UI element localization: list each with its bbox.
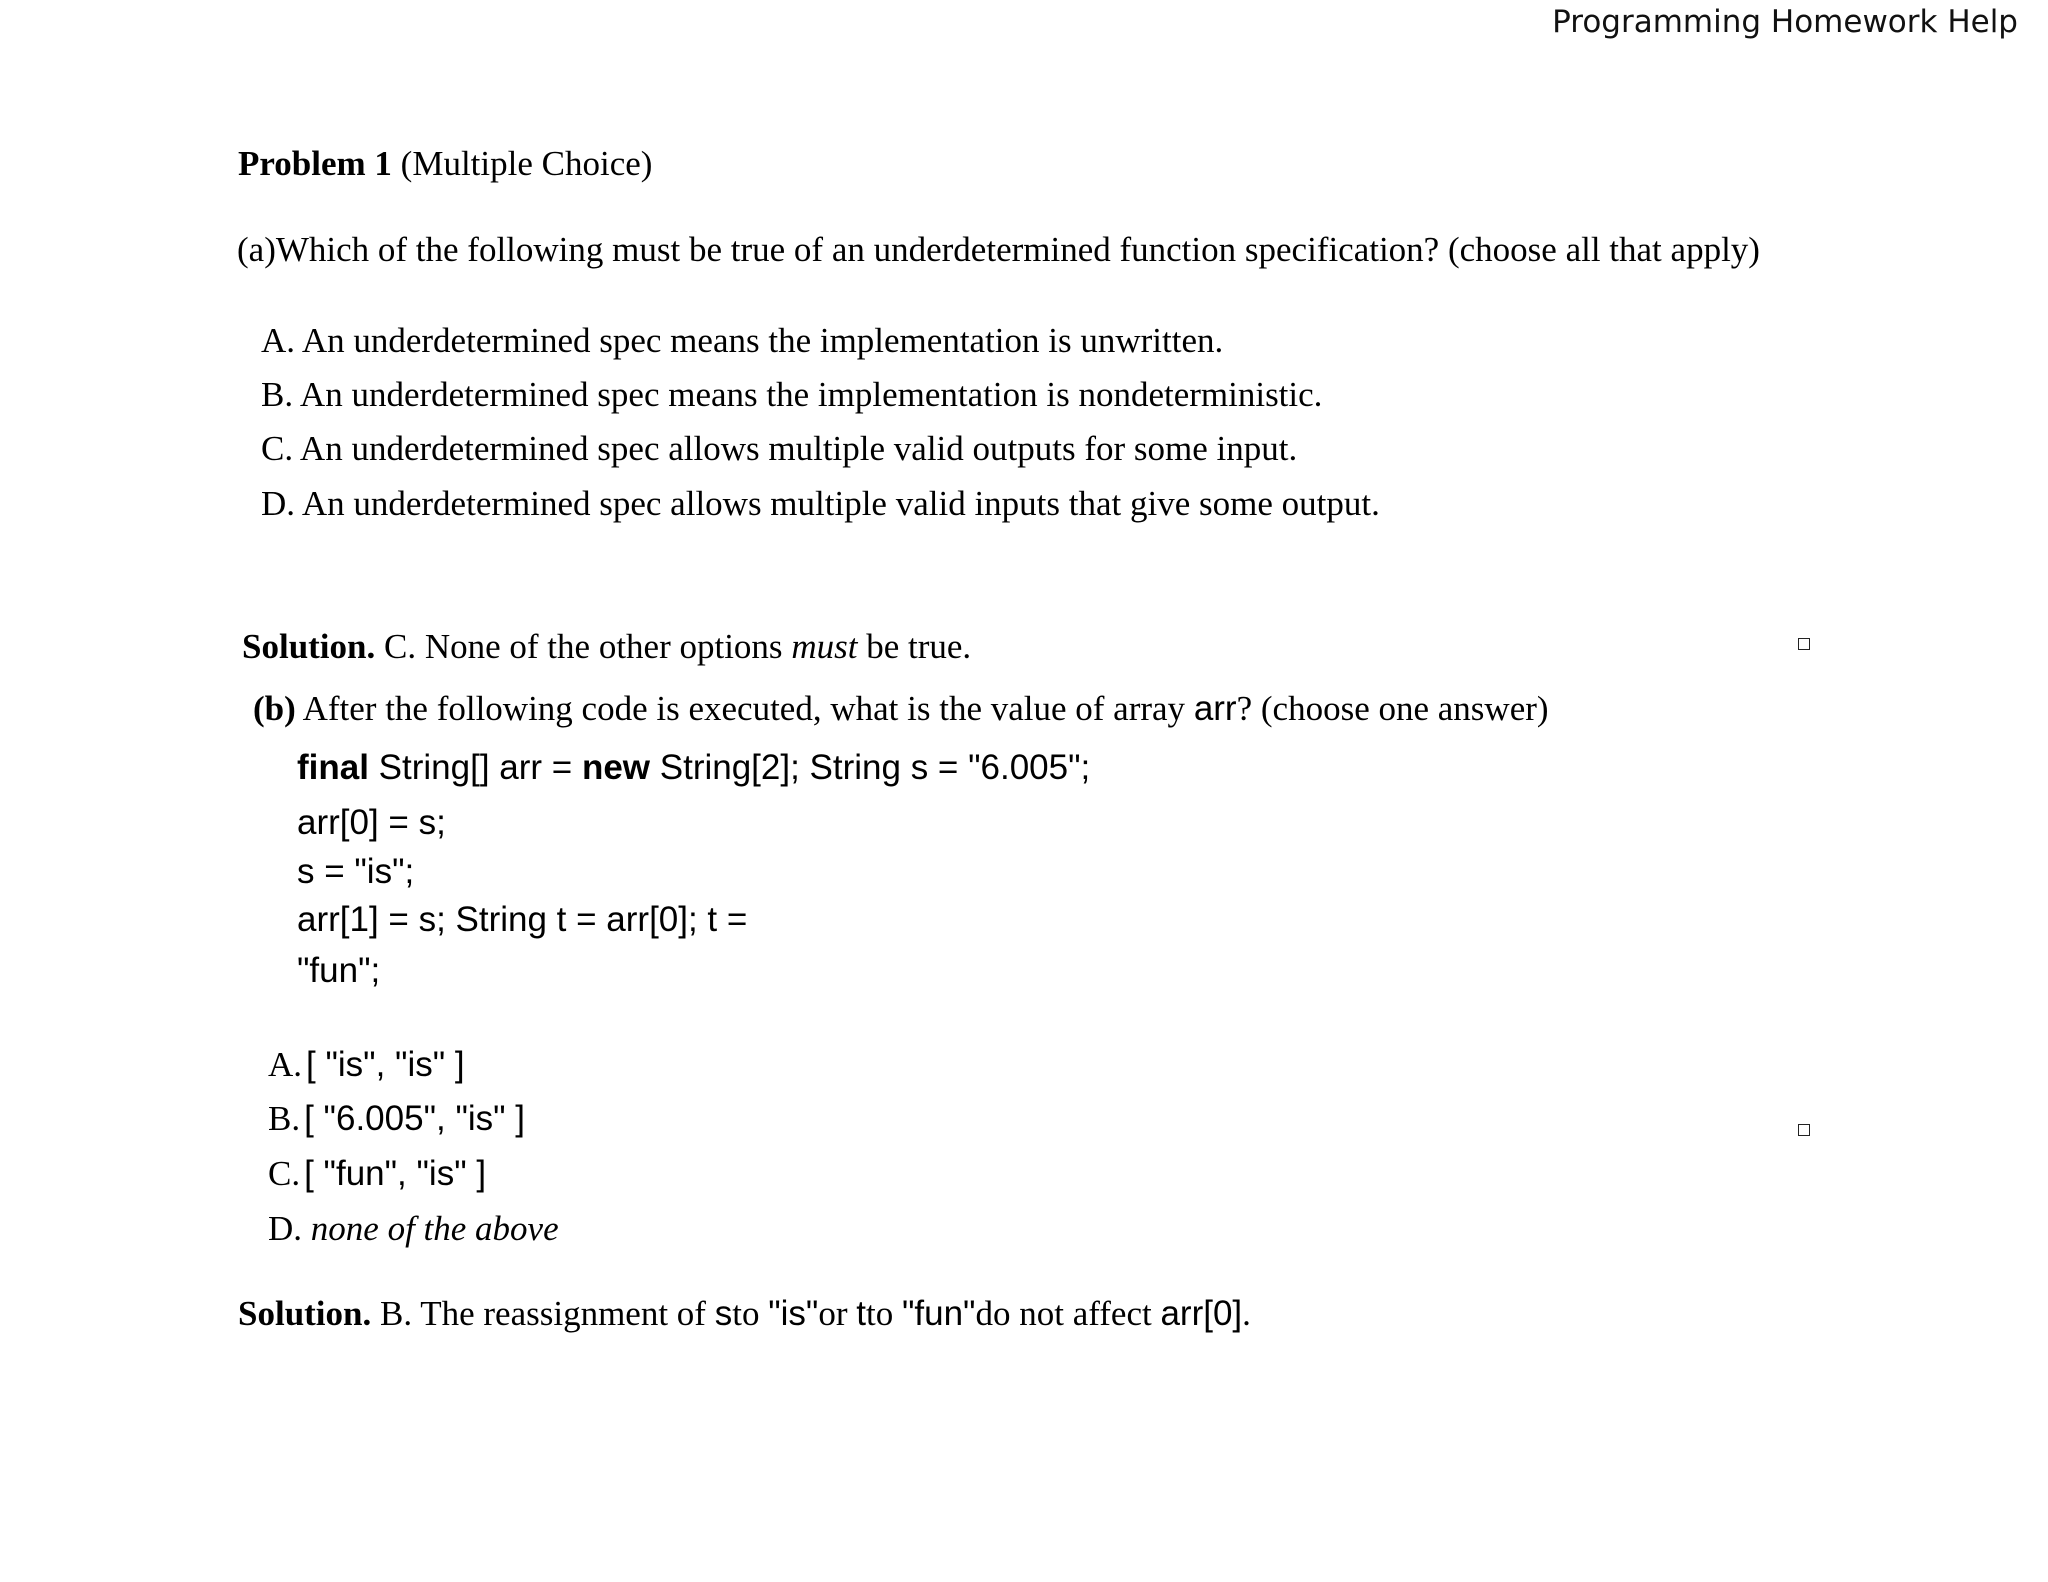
- solution-text: do not affect: [975, 1294, 1161, 1333]
- problem-number: Problem 1: [238, 144, 392, 183]
- solution-code: s: [714, 1294, 733, 1333]
- solution-text: to: [865, 1294, 902, 1333]
- problem-heading: [238, 144, 652, 184]
- option-value: [ "fun", "is" ]: [304, 1154, 487, 1193]
- code-line-2: arr[0] = s;: [297, 803, 446, 842]
- option-value: [ "is", "is" ]: [306, 1045, 465, 1084]
- code-line-3: s = "is";: [297, 852, 415, 891]
- part-b-option-d: [268, 1209, 559, 1249]
- part-b-option-c: [268, 1154, 486, 1194]
- option-letter: B.: [268, 1099, 301, 1138]
- solution-emphasis: must: [791, 627, 858, 666]
- solution-text: or: [818, 1294, 857, 1333]
- part-b-question: [253, 689, 1549, 729]
- part-b-solution: [238, 1294, 1251, 1334]
- solution-text: C. None of the other options: [375, 627, 792, 666]
- solution-text-end: be true.: [857, 627, 972, 666]
- solution-text: .: [1242, 1294, 1251, 1333]
- part-a-question: (a)Which of the following must be true of an underdetermined function specification? (choose all that apply): [237, 230, 1760, 269]
- option-letter: D.: [268, 1209, 303, 1248]
- checkbox-icon: [1798, 1124, 1810, 1136]
- checkbox-icon: [1798, 638, 1810, 650]
- part-b-question-text: After the following code is executed, what is the value of array: [295, 689, 1194, 728]
- option-letter: A.: [268, 1045, 303, 1084]
- code-line-5: "fun";: [297, 951, 381, 990]
- solution-label: Solution.: [242, 627, 376, 666]
- part-b-label: (b): [253, 689, 296, 728]
- part-b-option-a: [268, 1045, 465, 1085]
- option-value: [ "6.005", "is" ]: [304, 1099, 526, 1138]
- part-a-option-b: B. An underdetermined spec means the implementation is nondeterministic.: [261, 375, 1323, 414]
- code-keyword-new: new: [581, 748, 651, 787]
- solution-text: B. The reassignment of: [371, 1294, 715, 1333]
- solution-code: "fun": [901, 1294, 976, 1333]
- part-b-option-b: [268, 1099, 525, 1139]
- page-header-title: Programming Homework Help: [1552, 4, 2018, 40]
- part-b-question-end: ? (choose one answer): [1236, 689, 1549, 728]
- part-a-option-a: A. An underdetermined spec means the implementation is unwritten.: [261, 321, 1224, 360]
- part-a-option-c: C. An underdetermined spec allows multiple valid outputs for some input.: [261, 429, 1298, 468]
- problem-type: (Multiple Choice): [391, 144, 653, 183]
- option-value: none of the above: [310, 1209, 559, 1248]
- code-line-4: arr[1] = s; String t = arr[0]; t =: [297, 900, 748, 939]
- solution-code: t: [856, 1294, 866, 1333]
- solution-code: "is": [768, 1294, 819, 1333]
- code-line-1: [297, 748, 1090, 788]
- solution-label: Solution.: [238, 1294, 372, 1333]
- part-a-option-d: D. An underdetermined spec allows multiple valid inputs that give some output.: [261, 484, 1380, 523]
- code-segment: String[] arr =: [368, 748, 582, 787]
- option-letter: C.: [268, 1154, 301, 1193]
- part-a-solution: [242, 627, 971, 667]
- solution-code: arr[0]: [1160, 1294, 1243, 1333]
- part-b-question-code: arr: [1193, 689, 1237, 728]
- code-segment: String[2]; String s = "6.005";: [650, 748, 1091, 787]
- code-keyword-final: final: [297, 748, 369, 787]
- solution-text: to: [732, 1294, 769, 1333]
